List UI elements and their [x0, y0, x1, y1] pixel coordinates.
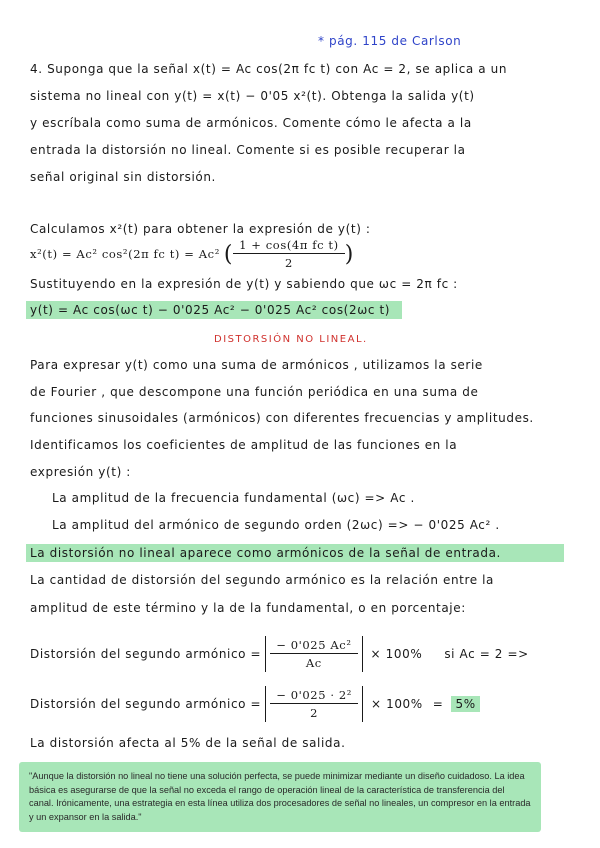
distortion-label-1: Distorsión del segundo armónico = — [30, 647, 262, 661]
fraction-numerator: 1 + cos(4π fc t) — [233, 238, 345, 254]
explanation-line-3: funciones sinusoidales (armónicos) con diferentes frecuencias y amplitudes. — [30, 411, 534, 425]
multiply-100-2: × 100% — [371, 697, 423, 711]
denominator-2: 2 — [310, 706, 319, 720]
fraction-denominator: 2 — [284, 256, 293, 270]
multiply-100-1: × 100% — [370, 647, 423, 661]
problem-line-5: señal original sin distorsión. — [30, 170, 216, 184]
explanation-line-b: amplitud de este término y la de la fundamental, o en porcentaje: — [30, 601, 466, 615]
problem-line-1: 4. Suponga que la señal x(t) = Ac cos(2π fc t) con Ac = 2, se aplica a un — [30, 62, 508, 76]
work-intro: Calculamos x²(t) para obtener la expresión de y(t) : — [30, 222, 371, 236]
distortion-result: 5% — [451, 696, 479, 712]
absolute-value-2 — [265, 686, 363, 722]
explanation-line-2: de Fourier , que descompone una función periódica en una suma de — [30, 385, 479, 399]
distortion-highlight: La distorsión no lineal aparece como armónicos de la señal de entrada. — [26, 544, 564, 562]
absolute-value-1 — [265, 636, 362, 672]
equation-fraction — [233, 238, 345, 270]
denominator-1: Ac — [305, 656, 322, 670]
page-reference: * pág. 115 de Carlson — [318, 34, 462, 48]
bullet-second-harmonic: La amplitud del armónico de segundo orden (2ωc) => − 0'025 Ac² . — [52, 518, 500, 532]
problem-line-2: sistema no lineal con y(t) = x(t) − 0'05 x²(t). Obtenga la salida y(t) — [30, 89, 475, 103]
explanation-line-4: Identificamos los coeficientes de amplitud de las funciones en la — [30, 438, 458, 452]
equation-left: x²(t) = Ac² cos²(2π fc t) = Ac² — [30, 247, 220, 261]
distortion-label-2: Distorsión del segundo armónico = — [30, 697, 262, 711]
substitution-line: Sustituyendo en la expresión de y(t) y sabiendo que ωc = 2π fc : — [30, 277, 458, 291]
conclusion: La distorsión afecta al 5% de la señal de salida. — [30, 736, 346, 750]
numerator-1: − 0'025 Ac² — [270, 638, 357, 654]
distortion-label: DISTORSIÓN NO LINEAL. — [214, 334, 368, 345]
carlson-quote: "Aunque la distorsión no lineal no tiene una solución perfecta, se puede minimizar mediante un diseño cuidadoso. La idea básica es asegurarse de que la señal no exceda el rango de operación lineal de la característica de transferencia del canal. Irónicamente, una estrategia en esta línea utiliza dos procesadores de señal no lineales, un compresor en la entrada y un expansor en la salida." — [19, 762, 541, 832]
explanation-line-1: Para expresar y(t) como una suma de armónicos , utilizamos la serie — [30, 358, 483, 372]
numerator-2: − 0'025 · 2² — [270, 688, 358, 704]
problem-line-4: entrada la distorsión no lineal. Comente si es posible recuperar la — [30, 143, 466, 157]
explanation-line-5: expresión y(t) : — [30, 465, 131, 479]
distortion-calculation: Distorsión del segundo armónico = $\frac{\text{− 0'025 · 2²}}{2}$ × 100% = 5% — [30, 686, 480, 722]
distortion-formula — [30, 636, 529, 672]
condition: si Ac = 2 => — [444, 647, 529, 661]
problem-line-3: y escríbala como suma de armónicos. Comente cómo le afecta a la — [30, 116, 472, 130]
output-result: y(t) = Ac cos(ωc t) − 0'025 Ac² − 0'025 Ac² cos(2ωc t) — [26, 301, 402, 319]
explanation-line-a: La cantidad de distorsión del segundo armónico es la relación entre la — [30, 573, 495, 587]
squared-equation: x²(t) = Ac² cos²(2π fc t) = Ac² ( $\frac{\text{1 + cos(4π fc t)}}{2}$ ) — [30, 238, 354, 270]
bullet-fundamental: La amplitud de la frecuencia fundamental (ωc) => Ac . — [52, 491, 415, 505]
